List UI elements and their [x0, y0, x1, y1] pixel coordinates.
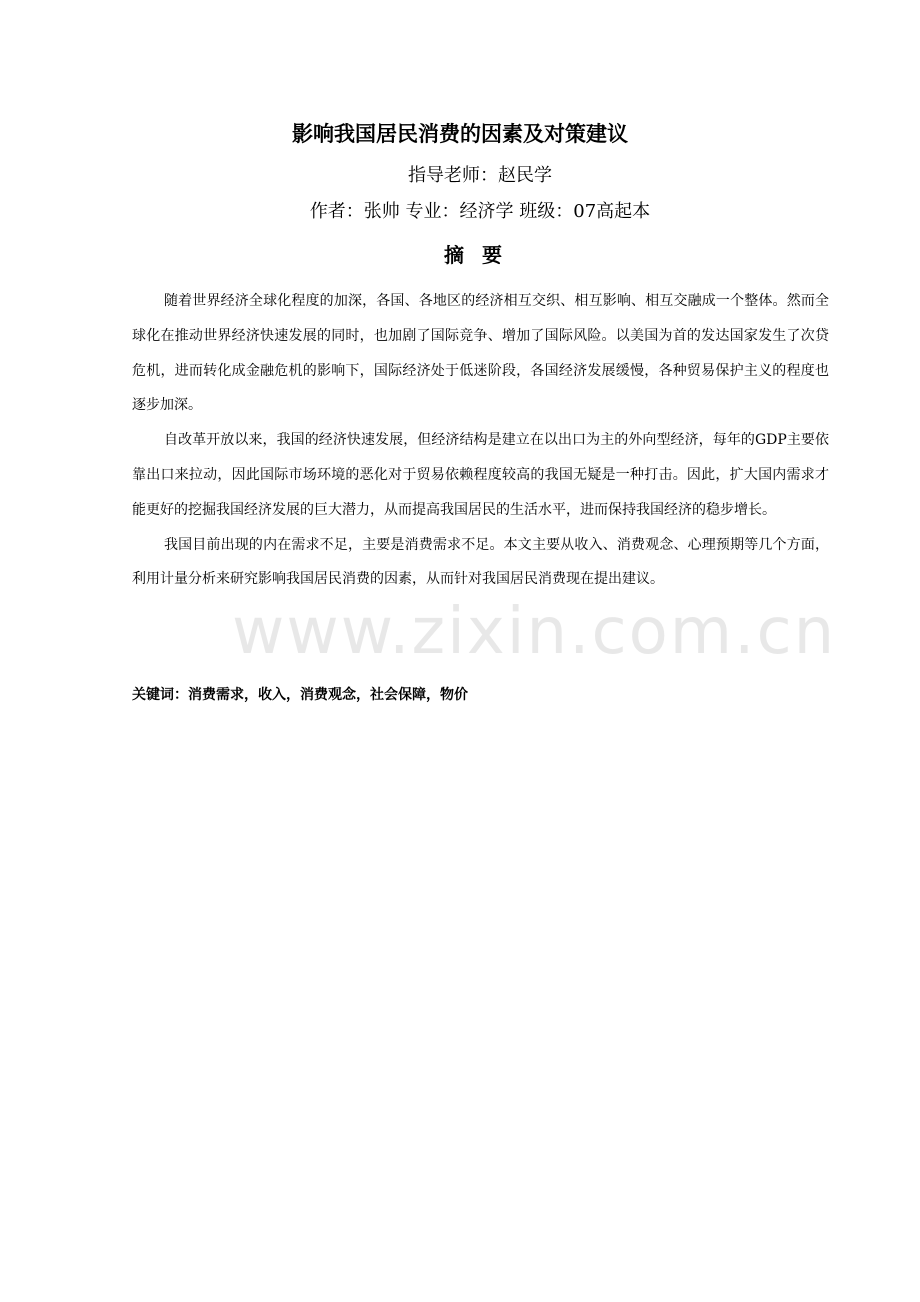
paper-title: 影响我国居民消费的因素及对策建议 — [292, 122, 628, 146]
abstract-paragraph: 自改革开放以来，我国的经济快速发展，但经济结构是建立在以出口为主的外向型经济，每年的GDP主要依靠出口来拉动，因此国际市场环境的恶化对于贸易依赖程度较高的我国无疑是一种打击。因此，扩大国内需求才能更好的挖掘我国经济发展的巨大潜力，从而提高我国居民的生活水平，进而保持我国经济的稳步增长。 — [132, 432, 829, 518]
abstract-paragraph: 随着世界经济全球化程度的加深，各国、各地区的经济相互交织、相互影响、相互交融成一个整体。然而全球化在推动世界经济快速发展的同时，也加剧了国际竞争、增加了国际风险。以美国为首的发达国家发生了次贷危机，进而转化成金融危机的影响下，国际经济处于低迷阶段，各国经济发展缓慢，各种贸易保护主义的程度也逐步加深。 — [132, 293, 829, 414]
author-line: 作者：张帅 专业：经济学 班级：07高起本 — [309, 201, 651, 222]
abstract-paragraph: 我国目前出现的内在需求不足，主要是消费需求不足。本文主要从收入、消费观念、心理预期等几个方面，利用计量分析来研究影响我国居民消费的因素，从而针对我国居民消费现在提出建议。 — [132, 536, 829, 588]
abstract-body — [132, 284, 829, 597]
keywords-line: 关键词：消费需求，收入，消费观念，社会保障，物价 — [132, 687, 468, 703]
abstract-heading: 摘要 — [444, 243, 520, 267]
advisor-line: 指导老师：赵民学 — [408, 165, 552, 186]
watermark: www.zixin.com.cn — [232, 595, 837, 669]
